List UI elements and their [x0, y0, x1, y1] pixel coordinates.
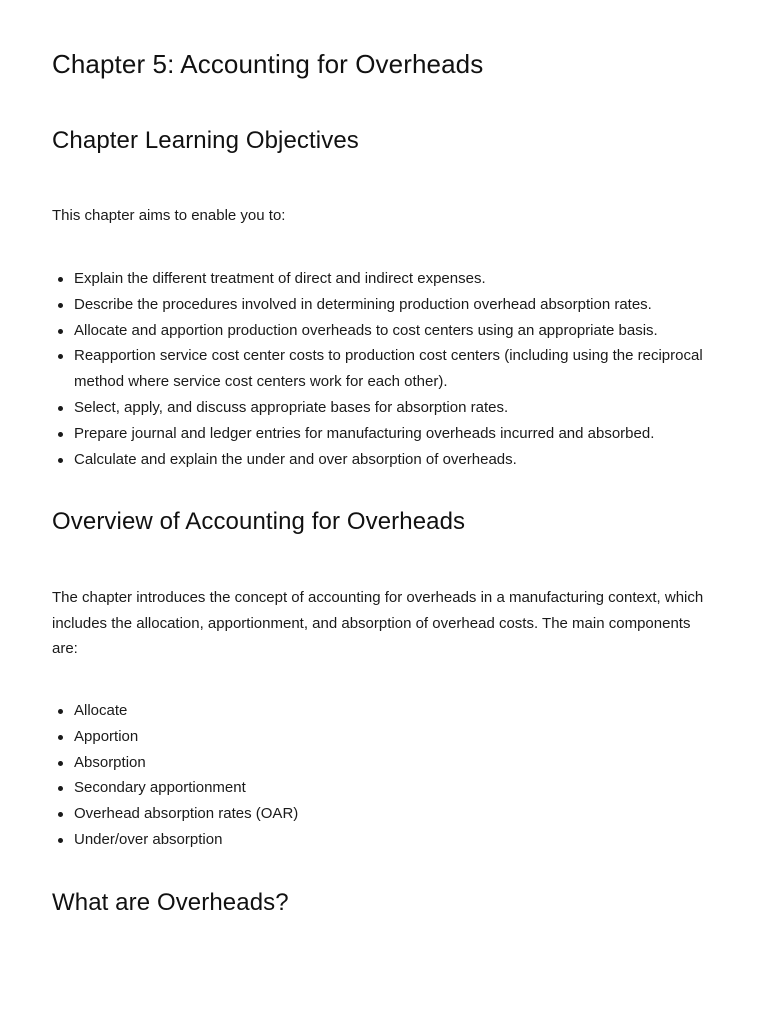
list-item: Under/over absorption	[74, 827, 714, 853]
chapter-title: Chapter 5: Accounting for Overheads	[52, 49, 484, 79]
list-item: Apportion	[74, 724, 714, 750]
list-item: Describe the procedures involved in determining production overhead absorption rates.	[74, 292, 714, 318]
objectives-intro: This chapter aims to enable you to:	[52, 207, 286, 224]
objectives-heading: Chapter Learning Objectives	[52, 127, 359, 154]
overview-heading: Overview of Accounting for Overheads	[52, 508, 466, 535]
list-item: Allocate	[74, 698, 714, 724]
overview-paragraph: The chapter introduces the concept of accounting for overheads in a manufacturing context, which includes the allocation, apportionment, and absorption of overhead costs. The main components are:	[52, 589, 704, 657]
list-item: Calculate and explain the under and over absorption of overheads.	[74, 447, 714, 473]
list-item: Explain the different treatment of direct and indirect expenses.	[74, 266, 714, 292]
what-are-overheads-heading: What are Overheads?	[52, 889, 289, 916]
list-item: Secondary apportionment	[74, 775, 714, 801]
components-list	[52, 698, 714, 853]
list-item: Overhead absorption rates (OAR)	[74, 801, 714, 827]
objectives-list	[52, 266, 714, 472]
list-item: Select, apply, and discuss appropriate bases for absorption rates.	[74, 395, 714, 421]
list-item: Prepare journal and ledger entries for manufacturing overheads incurred and absorbed.	[74, 421, 714, 447]
list-item: Reapportion service cost center costs to production cost centers (including using the reciprocal method where service cost centers work for each other).	[74, 343, 714, 395]
list-item: Allocate and apportion production overheads to cost centers using an appropriate basis.	[74, 318, 714, 344]
list-item: Absorption	[74, 750, 714, 776]
